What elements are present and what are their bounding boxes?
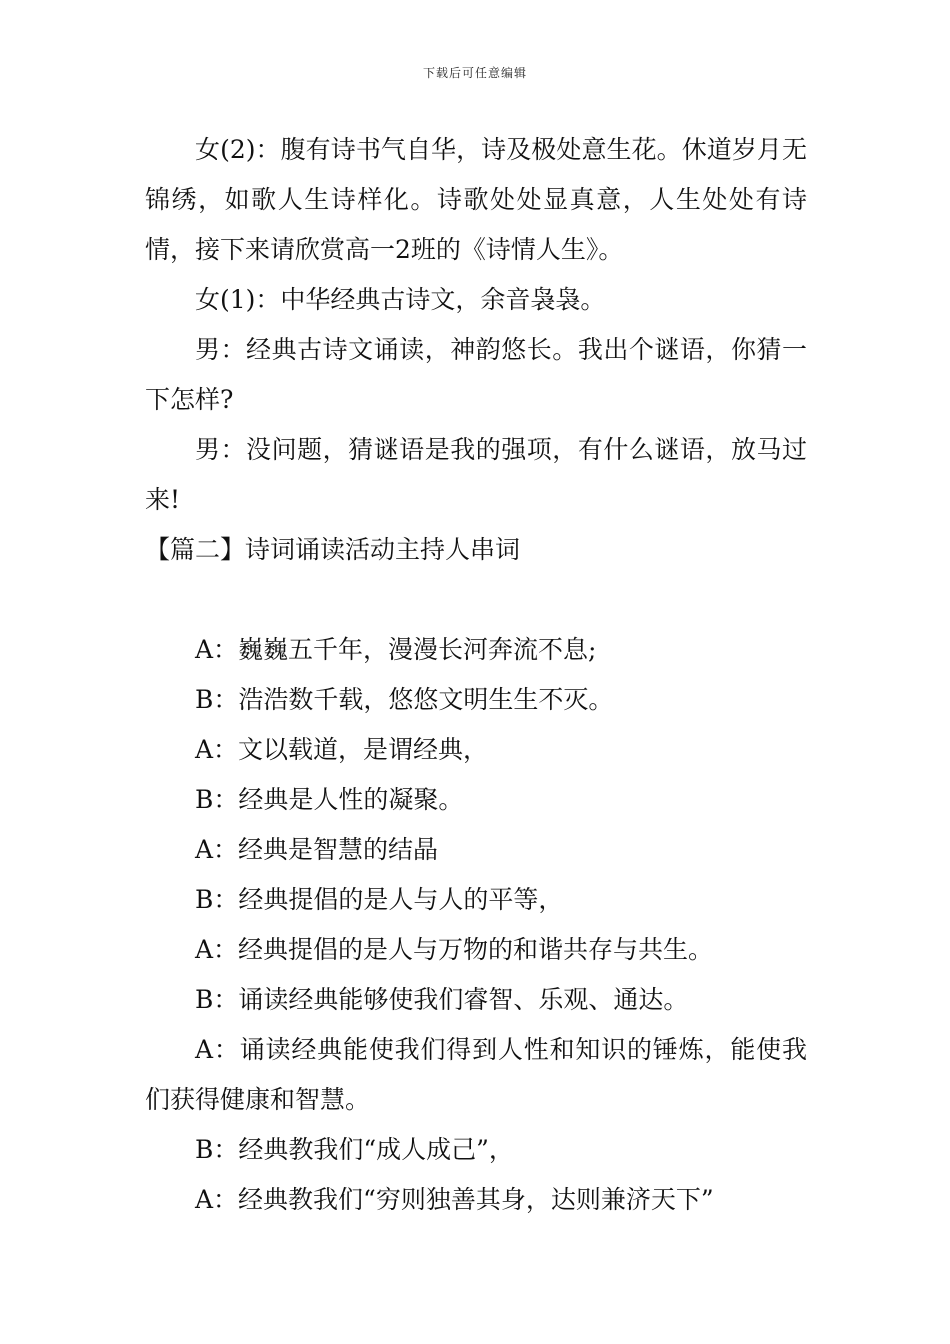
paragraph: A：文以载道，是谓经典， [195, 735, 489, 764]
document-body [145, 125, 807, 1225]
paragraph: 女(2)：腹有诗书气自华，诗及极处意生花。休道岁月无锦绣，如歌人生诗样化。诗歌处处显真意，人生处处有诗情，接下来请欣赏高一2班的《诗情人生》。 [145, 135, 807, 264]
paragraph: A：巍巍五千年，漫漫长河奔流不息; [195, 635, 597, 664]
paragraph: B：经典教我们“成人成己”， [195, 1135, 514, 1164]
paragraph: 男：经典古诗文诵读，神韵悠长。我出个谜语，你猜一下怎样? [145, 335, 807, 414]
paragraph: A：诵读经典能使我们得到人性和知识的锤炼，能使我们获得健康和智慧。 [145, 1035, 807, 1114]
paragraph: B：经典是人性的凝聚。 [195, 785, 464, 814]
paragraph: A：经典教我们“穷则独善其身，达则兼济天下” [195, 1185, 714, 1214]
blank-line [145, 575, 807, 625]
paragraph: A：经典提倡的是人与万物的和谐共存与共生。 [195, 935, 714, 964]
paragraph: B：浩浩数千载，悠悠文明生生不灭。 [195, 685, 614, 714]
section-heading: 【篇二】诗词诵读活动主持人串词 [145, 535, 521, 564]
paragraph: A：经典是智慧的结晶 [195, 835, 439, 864]
paragraph: 男：没问题，猜谜语是我的强项，有什么谜语，放马过来! [145, 435, 807, 514]
paragraph: B：诵读经典能够使我们睿智、乐观、通达。 [195, 985, 689, 1014]
page-header: 下载后可任意编辑 [422, 66, 527, 80]
paragraph: B：经典提倡的是人与人的平等， [195, 885, 564, 914]
paragraph: 女(1)：中华经典古诗文，余音袅袅。 [195, 285, 606, 314]
